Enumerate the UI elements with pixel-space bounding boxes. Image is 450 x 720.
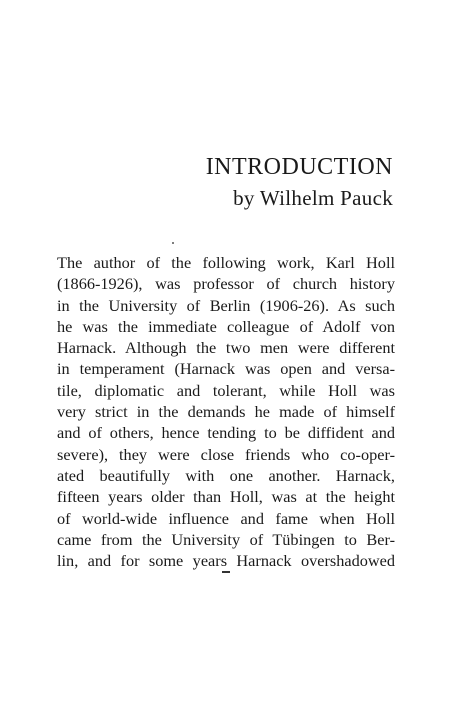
text-line: The author of the following work, Karl Holl [57, 253, 395, 272]
text-line: lin, and for some years Harnack overshadowed [57, 551, 395, 571]
text-line: in temperament (Harnack was open and versa- [57, 359, 395, 379]
text-line: of world-wide influence and fame when Holl [57, 508, 395, 528]
text-line: tile, diplomatic and tolerant, while Holl was [57, 380, 395, 400]
text-line: very strict in the demands he made of himself [57, 402, 395, 422]
text-line: in the University of Berlin (1906-26). As such [57, 295, 395, 315]
chapter-heading [206, 151, 393, 213]
text-line: (1866-1926), was professor of church history [57, 274, 395, 294]
text-line: ated beautifully with one another. Harnack, [57, 465, 395, 485]
author-byline: by Wilhelm Pauck [233, 186, 393, 210]
ink-speck [172, 242, 174, 244]
text-line: fifteen years older than Holl, was at the height [57, 487, 395, 507]
text-line: severe), they were close friends who co-oper- [57, 444, 395, 464]
text-line: Harnack. Although the two men were different [57, 338, 395, 358]
text-line: and of others, hence tending to be diffident and [57, 423, 395, 443]
text-line: came from the University of Tübingen to Ber- [57, 529, 395, 549]
body-paragraph [57, 252, 395, 571]
text-line: he was the immediate colleague of Adolf von [57, 316, 395, 336]
page-folio-mark [222, 571, 230, 573]
chapter-title: INTRODUCTION [205, 154, 393, 180]
